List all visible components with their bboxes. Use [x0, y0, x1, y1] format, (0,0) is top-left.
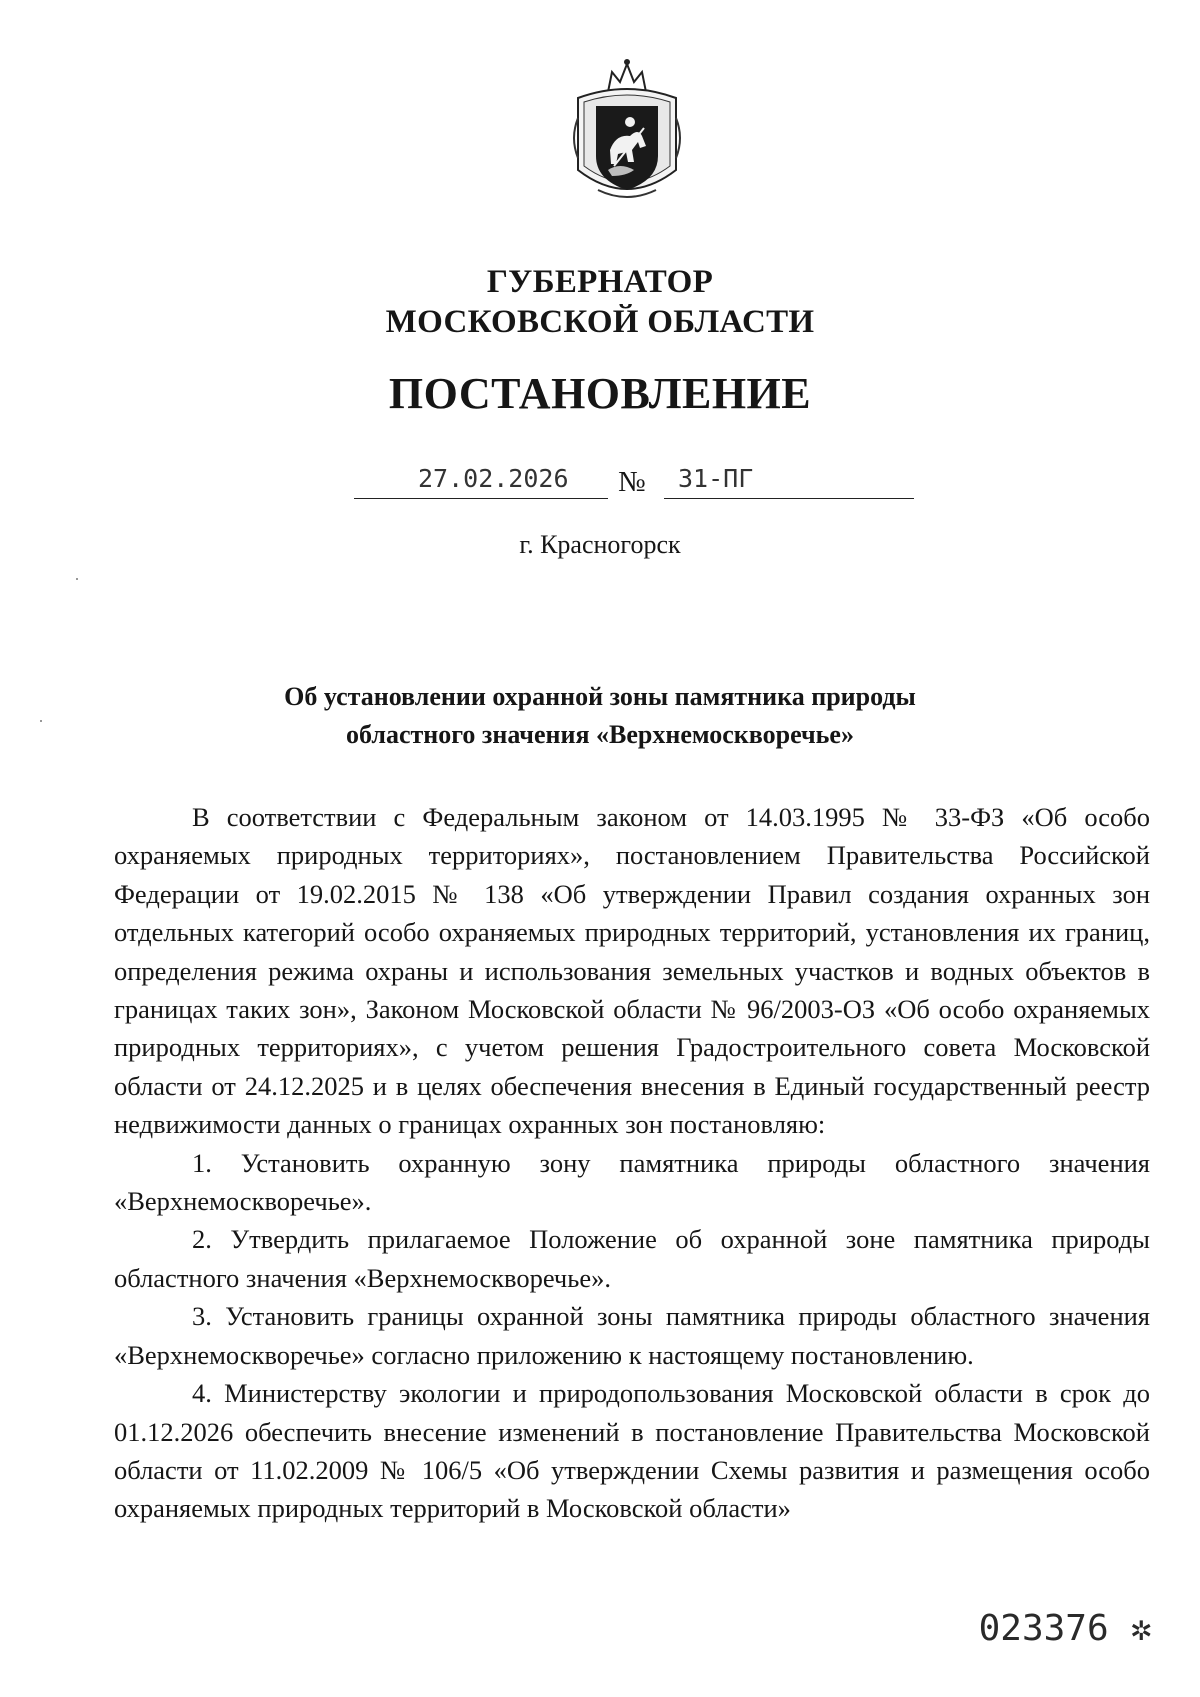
issue-city: г. Красногорск — [519, 530, 681, 559]
authority-line2: МОСКОВСКОЙ ОБЛАСТИ — [385, 304, 815, 340]
preamble-paragraph: В соответствии с Федеральным законом от 14.03.1995 № 33-ФЗ «Об особо охраняемых природных территориях», постановлением Правительства Российской Федерации от 19.02.2015 № 138 «Об утверждении Правил создания охранных зон отдельных категорий особо охраняемых природных территорий, установления их границ, определения режима охраны и использования земельных участков и водных объектов в границах таких зон», Законом Московской области № 96/2003-ОЗ «Об особо охраняемых природных территориях», с учетом решения Градостроительного совета Московской области от 24.12.2025 и в целях обеспечения внесения в Единый государственный реестр недвижимости данных о границах охранных зон постановляю: — [114, 802, 1150, 1140]
document-date: 27.02.2026 — [418, 464, 569, 493]
issuing-authority — [0, 262, 1200, 342]
document-body — [114, 798, 1150, 1528]
item-3: 3. Установить границы охранной зоны памятника природы областного значения «Верхнемоскворечье» согласно приложению к настоящему постановлению. — [114, 1301, 1150, 1370]
coat-of-arms-icon — [568, 58, 686, 204]
item-1: 1. Установить охранную зону памятника природы областного значения «Верхнемоскворечье». — [114, 1147, 1150, 1217]
document-type: ПОСТАНОВЛЕНИЕ — [388, 369, 812, 418]
item-4: 4. Министерству экологии и природопользования Московской области в срок до 01.12.2026 обеспечить внесение изменений в постановление Правительства Московской области от 11.02.2009 № 106/5 «Об утверждении Схемы развития и размещения особо охраняемых природных территорий в Московской области» — [114, 1378, 1150, 1524]
authority-line1: ГУБЕРНАТОР — [486, 264, 714, 300]
title-line2: областного значения «Верхнемоскворечье» — [346, 720, 854, 749]
scan-speck — [76, 578, 78, 580]
number-field — [664, 462, 914, 499]
serial-number: 023376 ✲ — [978, 1608, 1152, 1649]
title-line1: Об установлении охранной зоны памятника природы — [284, 682, 916, 711]
document-title — [0, 678, 1200, 754]
item-2: 2. Утвердить прилагаемое Положение об охранной зоне памятника природы областного значения «Верхнемоскворечье». — [114, 1224, 1150, 1293]
number-sign: № — [618, 466, 646, 498]
date-field — [354, 462, 608, 499]
date-number-line — [354, 462, 914, 500]
document-number: 31-ПГ — [678, 464, 754, 493]
scan-speck — [40, 720, 42, 722]
